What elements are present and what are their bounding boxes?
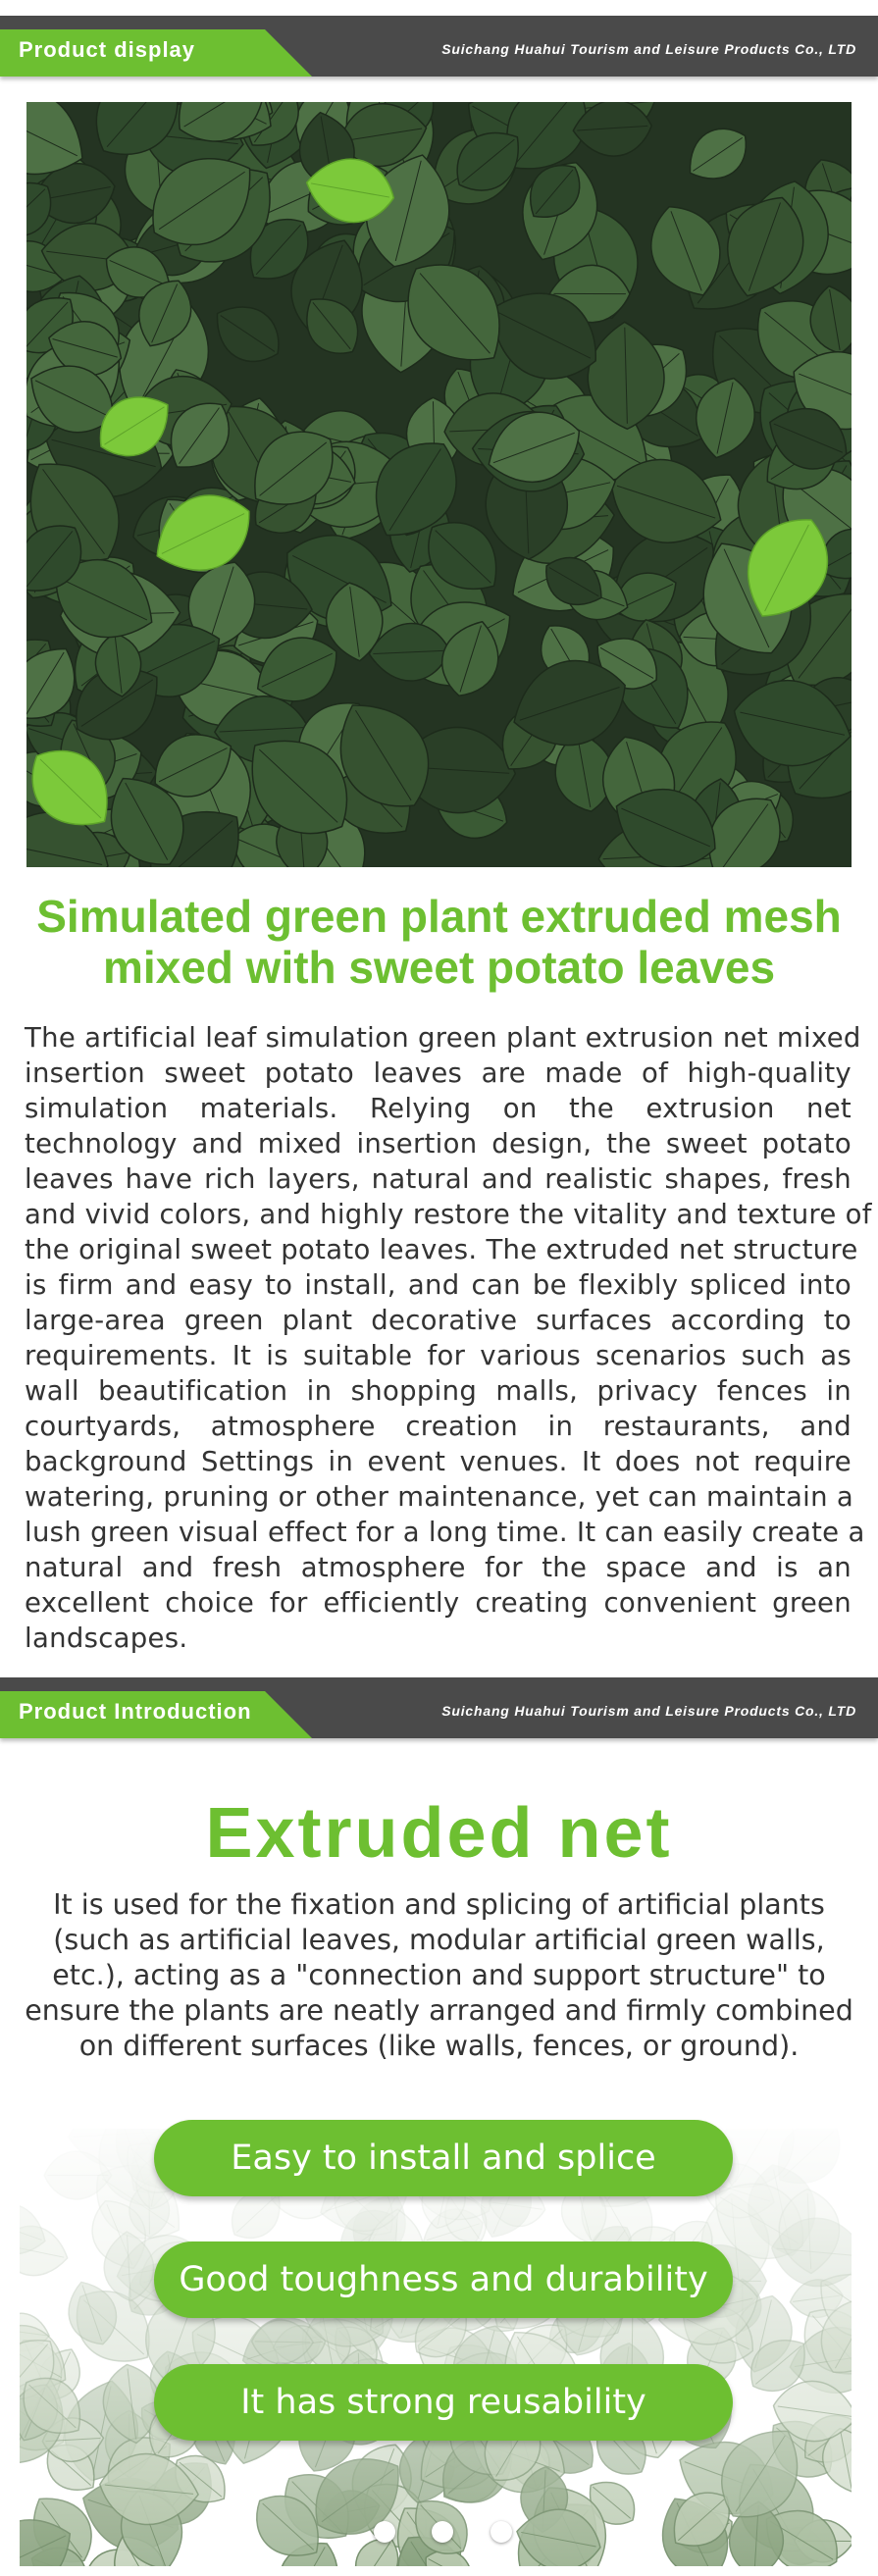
description-line: background Settings in event venues. It does not require <box>25 1446 852 1477</box>
section-header-product-introduction <box>0 1677 878 1738</box>
description-line: technology and mixed insertion design, the sweet potato <box>25 1128 852 1159</box>
description-line: leaves have rich layers, natural and realistic shapes, fresh <box>25 1163 852 1195</box>
description-line: natural and fresh atmosphere for the space and is an <box>25 1552 852 1583</box>
description-line: requirements. It is suitable for various scenarios such as <box>25 1340 852 1371</box>
description-line: The artificial leaf simulation green plant extrusion net mixed <box>25 1022 861 1054</box>
leaf-mesh-photo <box>26 102 852 867</box>
company-name: Suichang Huahui Tourism and Leisure Products Co., LTD <box>441 41 856 57</box>
product-description <box>25 1020 872 1656</box>
intro-description-line: on different surfaces (like walls, fences, or ground). <box>78 2030 800 2062</box>
product-title-line-2: mixed with sweet potato leaves <box>102 942 776 993</box>
company-name: Suichang Huahui Tourism and Leisure Products Co., LTD <box>441 1703 856 1719</box>
description-line: is firm and easy to install, and can be flexibly spliced into <box>25 1269 852 1301</box>
intro-description-line: (such as artificial leaves, modular artificial green walls, <box>53 1924 825 1956</box>
intro-description-line: It is used for the fixation and splicing of artificial plants <box>53 1888 825 1921</box>
description-line: the original sweet potato leaves. The extruded net structure <box>25 1234 858 1265</box>
feature-pill-durability: Good toughness and durability <box>154 2241 733 2318</box>
description-line: watering, pruning or other maintenance, yet can maintain a <box>25 1481 854 1513</box>
section-tab-label: Product Introduction <box>19 1699 252 1724</box>
description-line: landscapes. <box>25 1623 188 1654</box>
carousel-dot-1[interactable] <box>374 2521 395 2543</box>
intro-description-line: ensure the plants are neatly arranged and firmly combined <box>25 1994 853 2027</box>
description-line: large-area green plant decorative surfaces according to <box>25 1305 852 1336</box>
description-line: wall beautification in shopping malls, privacy fences in <box>25 1375 852 1407</box>
product-title-line-1: Simulated green plant extruded mesh <box>36 891 842 942</box>
feature-pill-install: Easy to install and splice <box>154 2120 733 2196</box>
intro-description <box>20 1887 858 2064</box>
intro-title: Extruded net <box>205 1794 673 1873</box>
carousel-dot-3[interactable] <box>491 2521 512 2543</box>
product-title <box>0 891 878 993</box>
description-line: courtyards, atmosphere creation in restaurants, and <box>25 1411 852 1442</box>
feature-pill-reusability: It has strong reusability <box>154 2364 733 2441</box>
description-line: excellent choice for efficiently creating convenient green <box>25 1587 852 1619</box>
description-line: lush green visual effect for a long time. It can easily create a <box>25 1517 865 1548</box>
section-header-product-display <box>0 16 878 77</box>
carousel-dots <box>0 2521 878 2545</box>
carousel-dot-2[interactable] <box>432 2521 453 2543</box>
section-tab-label: Product display <box>19 37 196 62</box>
description-line: insertion sweet potato leaves are made of high-quality <box>25 1057 852 1089</box>
intro-description-line: etc.), acting as a "connection and support structure" to <box>52 1959 826 1991</box>
description-line: simulation materials. Relying on the extrusion net <box>25 1093 852 1124</box>
description-line: and vivid colors, and highly restore the vitality and texture of <box>25 1199 872 1230</box>
